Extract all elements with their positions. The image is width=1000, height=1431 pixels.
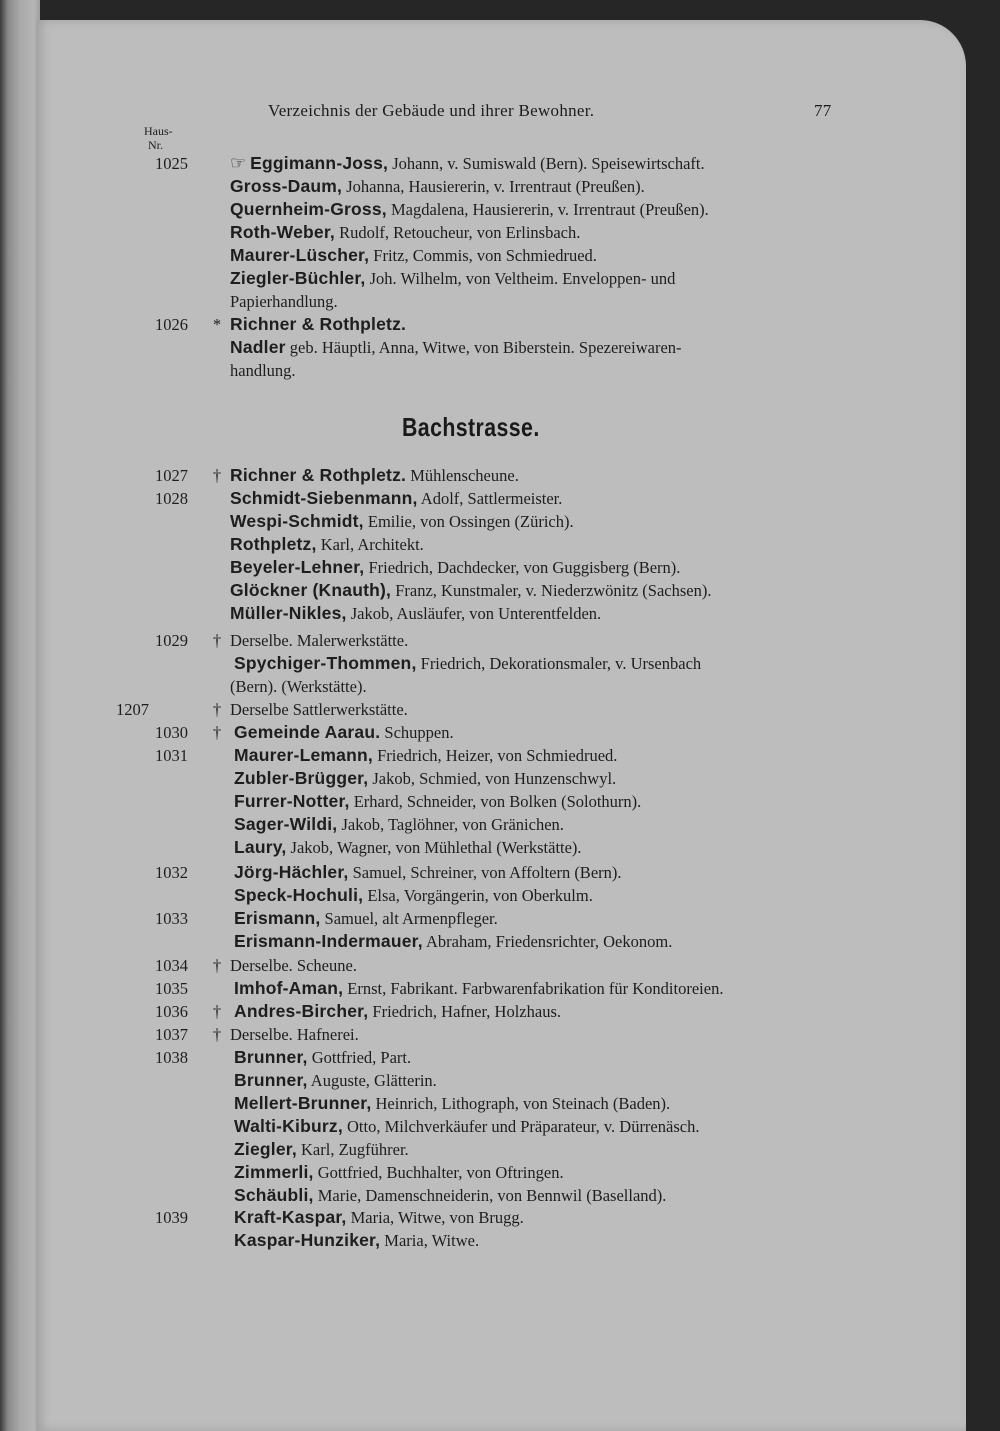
- entry-text: [234, 813, 564, 836]
- dagger-marker: †: [212, 1025, 222, 1044]
- entry-text: [230, 510, 574, 533]
- list-item: [0, 1115, 1000, 1138]
- list-item: [0, 152, 1000, 175]
- house-number: 1034: [155, 956, 188, 975]
- list-item: [0, 790, 1000, 813]
- resident-name: Ziegler,: [234, 1139, 297, 1159]
- resident-name: Brunner,: [234, 1070, 308, 1090]
- entry-text: [234, 1046, 411, 1069]
- resident-details: Otto, Milchverkäufer und Präparateur, v. Dürrenäsch.: [342, 1117, 700, 1136]
- house-number: 1032: [155, 863, 188, 882]
- resident-name: Brunner,: [234, 1047, 308, 1067]
- resident-details: Derselbe. Malerwerkstätte.: [230, 631, 409, 650]
- resident-name: Erismann-Indermauer,: [234, 931, 423, 951]
- resident-name: Nadler: [230, 337, 286, 357]
- entry-text: [230, 359, 296, 382]
- entry-text: [234, 1184, 666, 1207]
- entry-text: [230, 464, 519, 487]
- list-item: [0, 767, 1000, 790]
- resident-name: Ziegler-Büchler,: [230, 268, 366, 288]
- entry-text: [230, 533, 424, 556]
- list-item: [0, 1138, 1000, 1161]
- resident-name: Beyeler-Lehner,: [230, 557, 365, 577]
- entry-text: [230, 336, 682, 359]
- resident-name: Kraft-Kaspar,: [234, 1207, 347, 1227]
- house-number: 1030: [155, 723, 188, 742]
- list-item: [0, 313, 1000, 336]
- asterisk-marker: *: [212, 315, 222, 334]
- entry-text: [234, 1161, 564, 1184]
- resident-name: Kaspar-Hunziker,: [234, 1230, 381, 1250]
- list-item: [0, 221, 1000, 244]
- list-item: [0, 907, 1000, 930]
- list-item: [0, 1206, 1000, 1229]
- entry-text: [230, 675, 367, 698]
- resident-name: Speck-Hochuli,: [234, 885, 364, 905]
- resident-name: Maurer-Lüscher,: [230, 245, 370, 265]
- resident-details: Erhard, Schneider, von Bolken (Solothurn).: [349, 792, 642, 811]
- haus-nr-label: [144, 124, 204, 152]
- resident-details: Ernst, Fabrikant. Farbwarenfabrikation für Konditoreien.: [343, 979, 724, 998]
- list-item: [0, 1161, 1000, 1184]
- resident-name: Wespi-Schmidt,: [230, 511, 364, 531]
- list-item: [0, 336, 1000, 359]
- resident-details: Emilie, von Ossingen (Zürich).: [363, 512, 574, 531]
- running-header: [0, 101, 1000, 125]
- house-number: 1026: [155, 315, 188, 334]
- list-item: [0, 813, 1000, 836]
- resident-details: Joh. Wilhelm, von Veltheim. Enveloppen- und: [365, 269, 676, 288]
- resident-details: Marie, Damenschneiderin, von Bennwil (Baselland).: [313, 1186, 667, 1205]
- resident-details: Jakob, Taglöhner, von Gränichen.: [337, 815, 564, 834]
- resident-name: Roth-Weber,: [230, 222, 335, 242]
- resident-details: Friedrich, Dachdecker, von Guggisberg (Bern).: [364, 558, 681, 577]
- entry-text: [230, 175, 645, 198]
- list-item: [0, 1184, 1000, 1207]
- resident-details: Johann, v. Sumiswald (Bern). Speisewirtschaft.: [388, 154, 705, 173]
- resident-details: Heinrich, Lithograph, von Steinach (Baden).: [371, 1094, 671, 1113]
- entry-text: [230, 629, 408, 652]
- resident-name: Richner & Rothpletz.: [230, 465, 407, 485]
- list-item: [0, 1000, 1000, 1023]
- list-item: [0, 487, 1000, 510]
- entry-text: [230, 244, 597, 267]
- house-number: 1037: [155, 1025, 188, 1044]
- entry-text: [230, 602, 601, 625]
- resident-name: Richner & Rothpletz.: [230, 314, 407, 334]
- house-number: 1207: [116, 700, 149, 719]
- entry-text: [230, 954, 357, 977]
- list-item: [0, 533, 1000, 556]
- resident-name: Jörg-Hächler,: [234, 862, 349, 882]
- resident-name: Furrer-Notter,: [234, 791, 350, 811]
- resident-details: Schuppen.: [380, 723, 454, 742]
- list-item: [0, 556, 1000, 579]
- resident-details: Derselbe. Hafnerei.: [230, 1025, 359, 1044]
- entry-text: [234, 836, 582, 859]
- house-number: 1033: [155, 909, 188, 928]
- list-item: [0, 1023, 1000, 1046]
- resident-details: Samuel, alt Armenpfleger.: [320, 909, 498, 928]
- resident-name: Eggimann-Joss,: [250, 153, 389, 173]
- entry-text: [230, 579, 711, 602]
- resident-name: Gross-Daum,: [230, 176, 343, 196]
- resident-details: Maria, Witwe, von Brugg.: [346, 1208, 524, 1227]
- resident-details: Friedrich, Hafner, Holzhaus.: [368, 1002, 561, 1021]
- resident-details: handlung.: [230, 361, 296, 380]
- resident-details: Adolf, Sattlermeister.: [417, 489, 563, 508]
- house-number: 1036: [155, 1002, 188, 1021]
- list-item: [0, 930, 1000, 953]
- resident-name: Walti-Kiburz,: [234, 1116, 343, 1136]
- resident-name: Schmidt-Siebenmann,: [230, 488, 418, 508]
- resident-name: Rothpletz,: [230, 534, 317, 554]
- house-number: 1035: [155, 979, 188, 998]
- list-item: [0, 721, 1000, 744]
- entry-text: [234, 767, 616, 790]
- pointing-hand-icon: ☞: [230, 153, 247, 173]
- resident-name: Sager-Wildi,: [234, 814, 338, 834]
- resident-details: Auguste, Glätterin.: [307, 1071, 437, 1090]
- resident-details: Maria, Witwe.: [380, 1231, 480, 1250]
- list-item: [0, 861, 1000, 884]
- entry-text: [234, 790, 641, 813]
- resident-details: (Bern). (Werkstätte).: [230, 677, 367, 696]
- page-number: 77: [814, 101, 832, 120]
- section-title: Bachstrasse.: [402, 412, 540, 442]
- entry-text: [234, 652, 701, 675]
- list-item: [0, 698, 1000, 721]
- list-item: [0, 198, 1000, 221]
- resident-details: Jakob, Wagner, von Mühlethal (Werkstätte).: [286, 838, 582, 857]
- entry-text: [230, 267, 675, 290]
- dagger-marker: †: [212, 956, 222, 975]
- resident-details: Mühlenscheune.: [406, 466, 519, 485]
- resident-details: Rudolf, Retoucheur, von Erlinsbach.: [334, 223, 581, 242]
- resident-name: Schäubli,: [234, 1185, 314, 1205]
- resident-details: Karl, Architekt.: [316, 535, 424, 554]
- entry-text: [234, 884, 593, 907]
- entry-text: [234, 1206, 524, 1229]
- resident-details: Friedrich, Heizer, von Schmiedrued.: [372, 746, 618, 765]
- house-number: 1029: [155, 631, 188, 650]
- resident-details: Derselbe. Scheune.: [230, 956, 357, 975]
- entry-text: [230, 698, 408, 721]
- entry-text: [234, 744, 617, 767]
- entry-text: [234, 1000, 561, 1023]
- house-number: 1028: [155, 489, 188, 508]
- dagger-marker: †: [212, 631, 222, 650]
- list-item: [0, 1069, 1000, 1092]
- house-number: 1025: [155, 154, 188, 173]
- entry-text: [230, 221, 580, 244]
- resident-details: Fritz, Commis, von Schmiedrued.: [369, 246, 597, 265]
- resident-name: Laury,: [234, 837, 287, 857]
- entry-text: [230, 198, 709, 221]
- resident-details: Gottfried, Part.: [307, 1048, 412, 1067]
- entry-text: [230, 290, 338, 313]
- resident-details: Samuel, Schreiner, von Affoltern (Bern).: [348, 863, 622, 882]
- resident-name: Imhof-Aman,: [234, 978, 344, 998]
- list-item: [0, 1046, 1000, 1069]
- list-item: [0, 744, 1000, 767]
- list-item: [0, 629, 1000, 652]
- list-item: [0, 954, 1000, 977]
- list-item: [0, 977, 1000, 1000]
- list-item: [0, 175, 1000, 198]
- list-item: [0, 1229, 1000, 1252]
- dagger-marker: †: [212, 723, 222, 742]
- resident-name: Spychiger-Thommen,: [234, 653, 417, 673]
- haus-nr-line2: Nr.: [148, 138, 163, 152]
- list-item: [0, 267, 1000, 290]
- resident-details: geb. Häuptli, Anna, Witwe, von Biberstein. Spezereiwaren-: [285, 338, 682, 357]
- entry-text: [234, 1092, 670, 1115]
- resident-name: Erismann,: [234, 908, 321, 928]
- dagger-marker: †: [212, 466, 222, 485]
- entry-text: [234, 930, 672, 953]
- resident-details: Elsa, Vorgängerin, von Oberkulm.: [363, 886, 593, 905]
- resident-details: Franz, Kunstmaler, v. Niederzwönitz (Sachsen).: [391, 581, 712, 600]
- entry-text: [234, 861, 622, 884]
- list-item: [0, 510, 1000, 533]
- entry-text: [230, 313, 406, 336]
- list-item: [0, 652, 1000, 675]
- list-item: [0, 464, 1000, 487]
- entry-text: [234, 721, 454, 744]
- list-item: [0, 579, 1000, 602]
- entry-text: [234, 1069, 437, 1092]
- entry-text: [230, 152, 705, 175]
- resident-name: Zubler-Brügger,: [234, 768, 369, 788]
- house-number: 1031: [155, 746, 188, 765]
- header-title: Verzeichnis der Gebäude und ihrer Bewohner.: [268, 101, 595, 120]
- resident-details: Abraham, Friedensrichter, Oekonom.: [422, 932, 673, 951]
- resident-details: Friedrich, Dekorationsmaler, v. Ursenbach: [416, 654, 702, 673]
- house-number: 1027: [155, 466, 188, 485]
- entry-text: [234, 1115, 699, 1138]
- resident-details: Johanna, Hausiererin, v. Irrentraut (Preußen).: [342, 177, 645, 196]
- resident-name: Zimmerli,: [234, 1162, 314, 1182]
- resident-name: Mellert-Brunner,: [234, 1093, 372, 1113]
- list-item: [0, 836, 1000, 859]
- resident-details: Derselbe Sattlerwerkstätte.: [230, 700, 408, 719]
- resident-name: Müller-Nikles,: [230, 603, 347, 623]
- entry-text: [234, 907, 498, 930]
- resident-name: Andres-Bircher,: [234, 1001, 369, 1021]
- resident-details: Gottfried, Buchhalter, von Oftringen.: [313, 1163, 564, 1182]
- list-item: [0, 884, 1000, 907]
- resident-name: Maurer-Lemann,: [234, 745, 373, 765]
- list-item: [0, 1092, 1000, 1115]
- list-item: [0, 602, 1000, 625]
- list-item: [0, 359, 1000, 382]
- list-item: [0, 290, 1000, 313]
- entry-text: [230, 556, 680, 579]
- entry-text: [230, 487, 562, 510]
- resident-details: Magdalena, Hausiererin, v. Irrentraut (Preußen).: [386, 200, 709, 219]
- resident-name: Quernheim-Gross,: [230, 199, 387, 219]
- resident-details: Jakob, Schmied, von Hunzenschwyl.: [368, 769, 617, 788]
- entry-text: [234, 1229, 479, 1252]
- resident-details: Papierhandlung.: [230, 292, 338, 311]
- dagger-marker: †: [212, 1002, 222, 1021]
- resident-name: Glöckner (Knauth),: [230, 580, 392, 600]
- list-item: [0, 675, 1000, 698]
- resident-details: Jakob, Ausläufer, von Unterentfelden.: [346, 604, 602, 623]
- entry-text: [230, 1023, 359, 1046]
- resident-details: Karl, Zugführer.: [296, 1140, 409, 1159]
- house-number: 1039: [155, 1208, 188, 1227]
- dagger-marker: †: [212, 700, 222, 719]
- house-number: 1038: [155, 1048, 188, 1067]
- entry-text: [234, 1138, 409, 1161]
- list-item: [0, 244, 1000, 267]
- haus-nr-line1: Haus-: [144, 124, 173, 138]
- resident-name: Gemeinde Aarau.: [234, 722, 381, 742]
- entry-text: [234, 977, 723, 1000]
